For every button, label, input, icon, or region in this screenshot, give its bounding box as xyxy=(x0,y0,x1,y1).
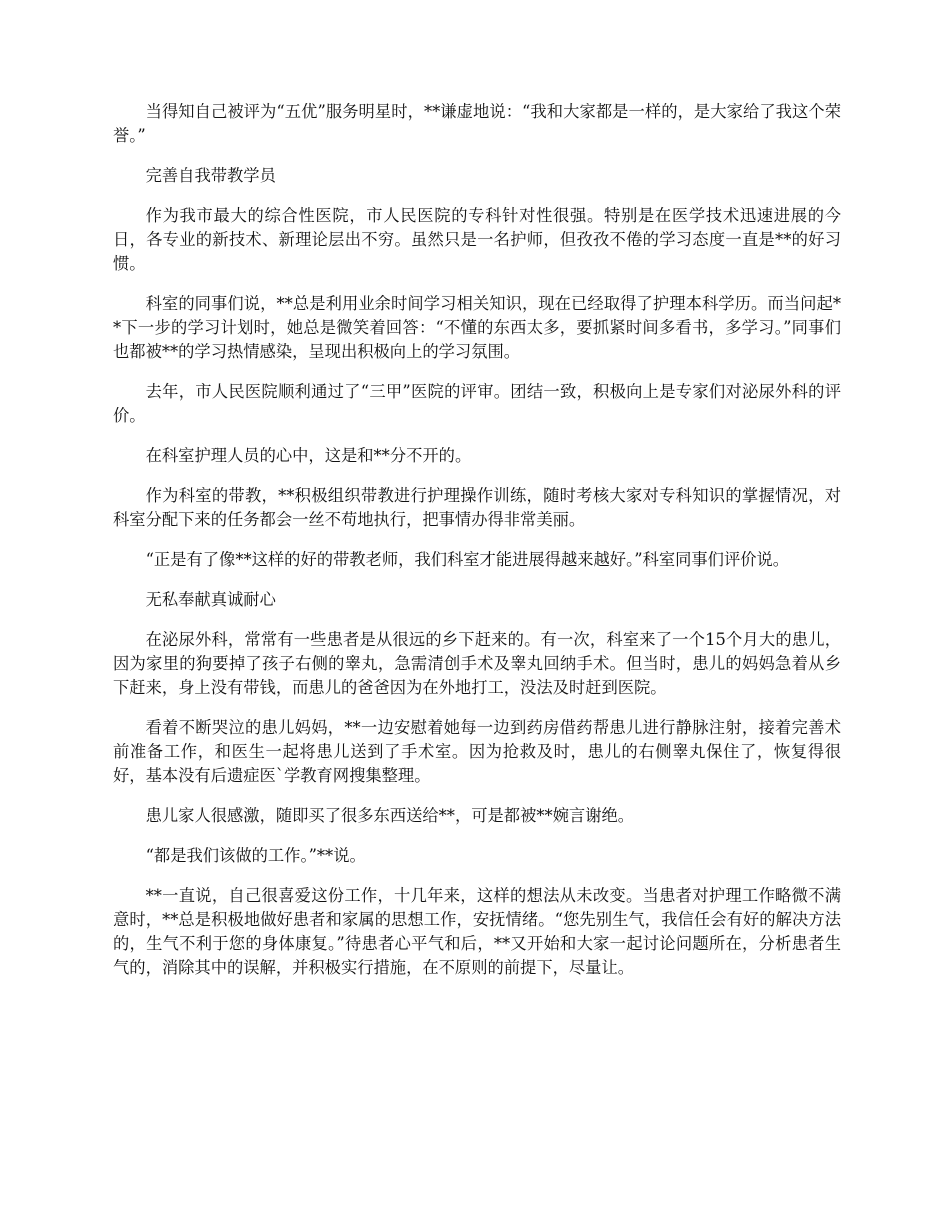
paragraph-intro: 当得知自己被评为“五优”服务明星时，**谦虚地说：“我和大家都是一样的，是大家给了我这个荣誉。” xyxy=(113,102,841,145)
paragraph-evaluation: 去年，市人民医院顺利通过了“三甲”医院的评审。团结一致，积极向上是专家们对泌尿外科的评价。 xyxy=(113,382,841,425)
paragraph-gratitude: 患儿家人很感激，随即买了很多东西送给**，可是都被**婉言谢绝。 xyxy=(145,806,635,825)
section-heading-teaching: 完善自我带教学员 xyxy=(145,166,276,185)
paragraph-quote-teacher: “正是有了像**这样的好的带教老师，我们科室才能进展得越来越好。”科室同事们评价说。 xyxy=(145,550,790,569)
document-page xyxy=(113,100,841,996)
paragraph-training: 作为科室的带教，**积极组织带教进行护理操作训练，随时考核大家对专科知识的掌握情况，对科室分配下来的任务都会一丝不苟地执行，把事情办得非常美丽。 xyxy=(113,486,841,529)
paragraph-patient-story: 在泌尿外科，常常有一些患者是从很远的乡下赶来的。有一次，科室来了一个15个月大的患儿，因为家里的狗要掉了孩子右侧的睾丸，急需清创手术及睾丸回纳手术。但当时，患儿的妈妈急着从乡下赶来，身上没有带钱，而患儿的爸爸因为在外地打工，没法及时赶到医院。 xyxy=(113,630,841,697)
paragraph-hearts: 在科室护理人员的心中，这是和**分不开的。 xyxy=(145,446,472,465)
paragraph-colleagues: 科室的同事们说，**总是利用业余时间学习相关知识，现在已经取得了护理本科学历。而当问起**下一步的学习计划时，她总是微笑着回答：“不懂的东西太多，要抓紧时间多看书，多学习。”同事们也都被**的学习热情感染，呈现出积极向上的学习氛围。 xyxy=(113,294,841,361)
paragraph-conclusion: **一直说，自己很喜爱这份工作，十几年来，这样的想法从未改变。当患者对护理工作略微不满意时，**总是积极地做好患者和家属的思想工作，安抚情绪。“您先别生气，我信任会有好的解决方法的，生气不利于您的身体康复。”待患者心平气和后，**又开始和大家一起讨论问题所在，分析患者生气的，消除其中的误解，并积极实行措施，在不原则的前提下，尽量让。 xyxy=(113,886,841,977)
section-heading-dedication: 无私奉献真诚耐心 xyxy=(145,590,276,609)
paragraph-hospital: 作为我市最大的综合性医院，市人民医院的专科针对性很强。特别是在医学技术迅速进展的今日，各专业的新技术、新理论层出不穷。虽然只是一名护师，但孜孜不倦的学习态度一直是**的好习惯。 xyxy=(113,206,841,273)
paragraph-quote-duty: “都是我们该做的工作。”**说。 xyxy=(145,846,366,865)
paragraph-rescue: 看着不断哭泣的患儿妈妈，**一边安慰着她每一边到药房借药帮患儿进行静脉注射，接着完善术前准备工作，和医生一起将患儿送到了手术室。因为抢救及时，患儿的右侧睾丸保住了，恢复得很好，基本没有后遗症医`学教育网搜集整理。 xyxy=(113,718,841,785)
